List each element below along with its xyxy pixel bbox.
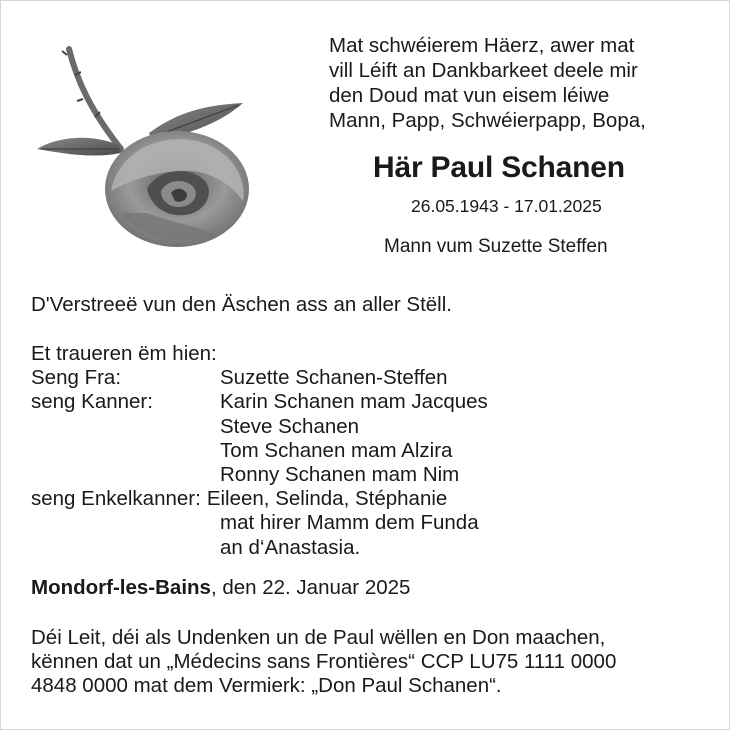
donation-line: kënnen dat un „Médecins sans Frontières“ CCP LU75 1111 0000 xyxy=(31,650,617,674)
spouse-line: Mann vum Suzette Steffen xyxy=(384,236,608,257)
intro-line: vill Léift an Dankbarkeet deele mir xyxy=(329,59,638,82)
place-name: Mondorf-les-Bains xyxy=(31,576,211,599)
mourners-list xyxy=(31,342,711,560)
intro-text xyxy=(329,33,701,133)
life-dates: 26.05.1943 - 17.01.2025 xyxy=(411,196,602,216)
mourner-role: seng Enkelkanner: xyxy=(31,487,201,511)
mourner-row-wife xyxy=(31,366,711,390)
mourner-row-grandchildren xyxy=(31,487,711,511)
mourner-name: mat hirer Mamm dem Funda xyxy=(220,511,479,535)
mourner-name: Steve Schanen xyxy=(220,414,360,438)
intro-line: Mat schwéierem Häerz, awer mat xyxy=(329,34,635,57)
mourner-name: Karin Schanen mam Jacques xyxy=(220,390,488,414)
mourner-role: Seng Fra: xyxy=(31,366,122,390)
rose-icon xyxy=(29,41,259,256)
mourners-heading: Et traueren ëm hien: xyxy=(31,342,217,365)
mourner-row-children xyxy=(31,390,711,414)
ashes-line: D'Verstreeë vun den Äschen ass an aller Stëll. xyxy=(31,293,452,316)
mourner-name: Tom Schanen mam Alzira xyxy=(220,438,453,462)
donation-text xyxy=(31,626,711,699)
mourner-role: seng Kanner: xyxy=(31,390,153,414)
mourner-name: Suzette Schanen-Steffen xyxy=(220,366,448,390)
mourner-name: an d‘Anastasia. xyxy=(220,535,361,559)
date-text: , den 22. Januar 2025 xyxy=(210,576,411,599)
intro-line: den Doud mat vun eisem léiwe xyxy=(329,84,610,107)
mourner-name: Ronny Schanen mam Nim xyxy=(220,463,460,487)
deceased-name: Här Paul Schanen xyxy=(373,151,625,184)
mourner-name: Eileen, Selinda, Stéphanie xyxy=(206,487,448,511)
donation-line: 4848 0000 mat dem Vermierk: „Don Paul Schanen“. xyxy=(31,674,502,698)
place-date-line xyxy=(31,576,711,600)
donation-line: Déi Leit, déi als Undenken un de Paul wëllen en Don maachen, xyxy=(31,626,606,649)
intro-line: Mann, Papp, Schwéierpapp, Bopa, xyxy=(329,109,646,132)
